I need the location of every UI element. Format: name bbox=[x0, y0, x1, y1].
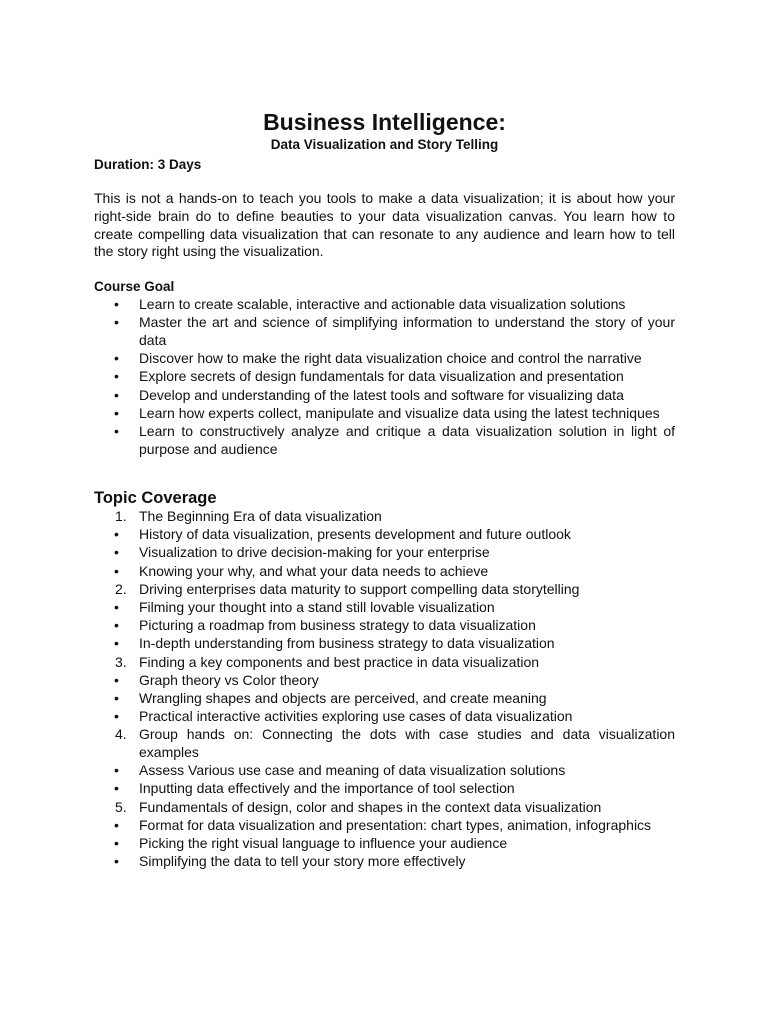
list-item-text: Assess Various use case and meaning of data visualization solutions bbox=[139, 762, 566, 779]
list-item-text: Picturing a roadmap from business strategy to data visualization bbox=[139, 617, 536, 634]
list-item bbox=[94, 617, 675, 635]
list-item-text: Learn to constructively analyze and critique a data visualization solution in light of purpose and audience bbox=[139, 422, 675, 457]
bullet-marker: • bbox=[114, 689, 119, 706]
list-number: 5. bbox=[115, 798, 127, 815]
list-number: 1. bbox=[115, 508, 127, 525]
bullet-marker: • bbox=[114, 617, 119, 634]
list-item bbox=[94, 526, 675, 544]
bullet-marker: • bbox=[114, 762, 119, 779]
document-title: Business Intelligence: bbox=[263, 109, 506, 135]
list-item bbox=[94, 672, 675, 690]
list-item bbox=[94, 635, 675, 653]
list-item-text: Learn to create scalable, interactive and actionable data visualization solutions bbox=[139, 296, 626, 313]
bullet-marker: • bbox=[114, 544, 119, 561]
list-item bbox=[94, 654, 675, 672]
list-item-text: History of data visualization, presents development and future outlook bbox=[139, 526, 571, 543]
list-item-text: Inputting data effectively and the importance of tool selection bbox=[139, 780, 515, 797]
bullet-marker: • bbox=[114, 386, 119, 403]
list-item-text: Fundamentals of design, color and shapes in the context data visualization bbox=[139, 798, 602, 815]
list-item-text: Finding a key components and best practice in data visualization bbox=[139, 653, 540, 670]
course-goal-list bbox=[94, 296, 675, 458]
list-item-text: Group hands on: Connecting the dots with case studies and data visualization examples bbox=[139, 726, 675, 760]
bullet-marker: • bbox=[114, 635, 119, 652]
bullet-marker: • bbox=[114, 780, 119, 797]
list-item-text: Master the art and science of simplifying information to understand the story of your data bbox=[139, 314, 675, 348]
bullet-marker: • bbox=[114, 562, 119, 579]
document-page bbox=[94, 108, 675, 871]
topic-coverage-list bbox=[94, 508, 675, 871]
bullet-marker: • bbox=[114, 296, 119, 313]
list-item-text: Wrangling shapes and objects are perceived, and create meaning bbox=[139, 689, 547, 706]
list-item bbox=[94, 690, 675, 708]
list-item-text: Visualization to drive decision-making for your enterprise bbox=[139, 544, 490, 561]
list-item bbox=[94, 817, 675, 835]
bullet-marker: • bbox=[114, 368, 119, 385]
list-item bbox=[94, 296, 675, 314]
list-item-text: Format for data visualization and presentation: chart types, animation, infographics bbox=[139, 816, 652, 833]
list-item bbox=[94, 405, 675, 423]
list-item bbox=[94, 799, 675, 817]
list-item-text: In-depth understanding from business strategy to data visualization bbox=[139, 635, 555, 652]
list-item bbox=[94, 726, 675, 761]
list-item bbox=[94, 544, 675, 562]
list-item bbox=[94, 423, 675, 458]
list-item bbox=[94, 314, 675, 349]
list-item-text: Develop and understanding of the latest tools and software for visualizing data bbox=[139, 386, 624, 403]
list-item-text: Practical interactive activities exploring use cases of data visualization bbox=[139, 708, 573, 725]
bullet-marker: • bbox=[114, 350, 119, 367]
bullet-marker: • bbox=[114, 404, 119, 421]
bullet-marker: • bbox=[114, 526, 119, 543]
course-duration: Duration: 3 Days bbox=[94, 157, 202, 172]
list-item bbox=[94, 368, 675, 386]
bullet-marker: • bbox=[114, 853, 119, 870]
list-item-text: Simplifying the data to tell your story more effectively bbox=[139, 853, 466, 870]
list-item-text: Driving enterprises data maturity to support compelling data storytelling bbox=[139, 580, 580, 597]
list-item bbox=[94, 563, 675, 581]
list-item bbox=[94, 708, 675, 726]
list-item bbox=[94, 835, 675, 853]
list-item-text: Filming your thought into a stand still lovable visualization bbox=[139, 599, 495, 616]
bullet-marker: • bbox=[114, 671, 119, 688]
topic-coverage-heading: Topic Coverage bbox=[94, 489, 217, 508]
course-goal-heading: Course Goal bbox=[94, 279, 175, 295]
bullet-marker: • bbox=[114, 599, 119, 616]
bullet-marker: • bbox=[114, 834, 119, 851]
list-item bbox=[94, 853, 675, 871]
list-item bbox=[94, 780, 675, 798]
list-item bbox=[94, 762, 675, 780]
bullet-marker: • bbox=[114, 708, 119, 725]
list-item-text: Graph theory vs Color theory bbox=[139, 671, 319, 688]
list-item-text: The Beginning Era of data visualization bbox=[139, 508, 382, 525]
list-item bbox=[94, 350, 675, 368]
list-item-text: Picking the right visual language to influence your audience bbox=[139, 834, 508, 851]
list-item bbox=[94, 387, 675, 405]
list-number: 3. bbox=[115, 653, 127, 670]
list-item-text: Explore secrets of design fundamentals for data visualization and presentation bbox=[139, 368, 624, 385]
bullet-marker: • bbox=[114, 314, 119, 331]
list-number: 4. bbox=[115, 726, 127, 743]
intro-paragraph: This is not a hands-on to teach you tools to make a data visualization; it is about how your right-side brain do to define beauties to your data visualization canvas. You learn how to create compelling data visualization that can resonate to any audience and learn how to tell the story right using the visualization. bbox=[94, 190, 675, 260]
list-number: 2. bbox=[115, 580, 127, 597]
document-subtitle: Data Visualization and Story Telling bbox=[270, 137, 499, 152]
bullet-marker: • bbox=[114, 816, 119, 833]
list-item bbox=[94, 508, 675, 526]
list-item bbox=[94, 599, 675, 617]
list-item bbox=[94, 581, 675, 599]
bullet-marker: • bbox=[114, 422, 119, 439]
list-item-text: Knowing your why, and what your data needs to achieve bbox=[139, 562, 489, 579]
list-item-text: Discover how to make the right data visualization choice and control the narrative bbox=[139, 350, 642, 367]
list-item-text: Learn how experts collect, manipulate and visualize data using the latest techniques bbox=[139, 404, 660, 421]
